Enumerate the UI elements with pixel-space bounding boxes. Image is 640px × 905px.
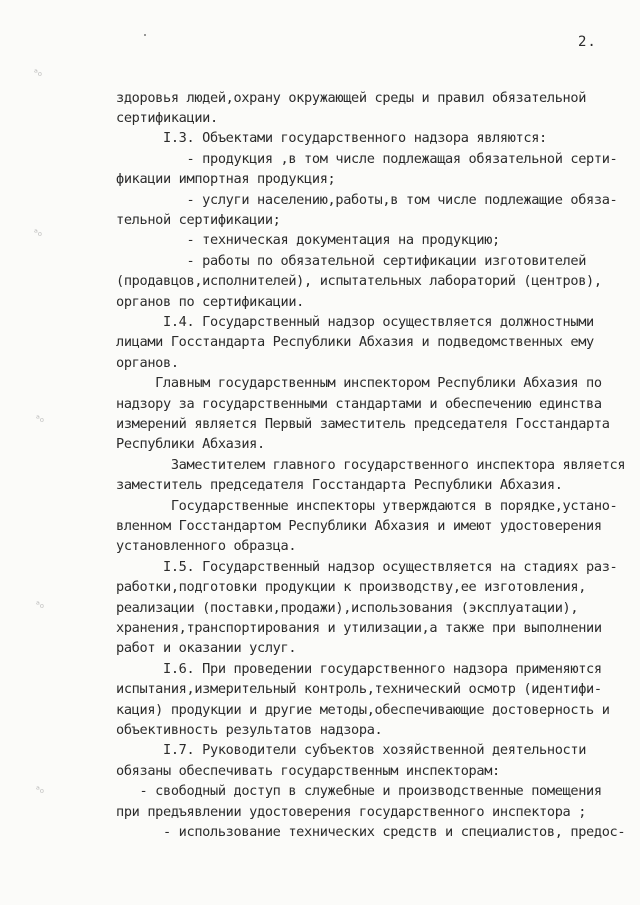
text-line: тельной сертификации;	[116, 212, 281, 228]
text-line: при предъявлении удостоверения государственного инспектора ;	[116, 804, 587, 820]
page-number: 2.	[578, 34, 597, 50]
text-line: здоровья людей,охрану окружающей среды и правил обязательной	[116, 90, 587, 106]
text-line: работки,подготовки продукции к производству,ее изготовления,	[116, 579, 587, 595]
text-line: - работы по обязательной сертификации изготовителей	[116, 253, 587, 269]
text-line: объективность результатов надзора.	[116, 722, 383, 738]
binding-mark: ᵃ₀	[34, 228, 42, 239]
text-line: Заместителем главного государственного инспектора является	[116, 457, 626, 473]
text-line: Главным государственным инспектором Республики Абхазия по	[116, 375, 602, 391]
text-line: измерений является Первый заместитель председателя Госстандарта	[116, 416, 610, 432]
text-line: испытания,измерительный контроль,технический осмотр (идентифи-	[116, 681, 602, 697]
text-line: установленного образца.	[116, 538, 297, 554]
text-line: I.5. Государственный надзор осуществляется на стадиях раз-	[116, 559, 618, 575]
text-line: кация) продукции и другие методы,обеспечивающие достоверность и	[116, 702, 610, 718]
text-line: - свободный доступ в служебные и производственные помещения	[116, 783, 602, 799]
binding-mark: ᵃ₀	[36, 785, 44, 796]
text-line: заместитель председателя Госстандарта Республики Абхазия.	[116, 477, 563, 493]
text-line: - использование технических средств и специалистов, предос-	[116, 824, 626, 840]
text-line: работ и оказании услуг.	[116, 640, 297, 656]
text-line: органов.	[116, 355, 179, 371]
text-line: сертификации.	[116, 110, 218, 126]
text-line: I.6. При проведении государственного надзора применяются	[116, 661, 602, 677]
text-line: обязаны обеспечивать государственным инспекторам:	[116, 763, 500, 779]
text-line: реализации (поставки,продажи),использования (эксплуатации),	[116, 600, 579, 616]
text-line: I.7. Руководители субъектов хозяйственной деятельности	[116, 742, 587, 758]
text-line: I.4. Государственный надзор осуществляется должностными	[116, 314, 594, 330]
text-line: Государственные инспекторы утверждаются в порядке,устано-	[116, 498, 618, 514]
text-line: (продавцов,исполнителей), испытательных лабораторий (центров),	[116, 273, 602, 289]
binding-mark: ᵃ₀	[36, 414, 44, 425]
text-line: - услуги населению,работы,в том числе подлежащие обяза-	[116, 192, 618, 208]
text-line: - техническая документация на продукцию;	[116, 232, 500, 248]
text-line: лицами Госстандарта Республики Абхазия и подведомственных ему	[116, 334, 594, 350]
text-line: хранения,транспортирования и утилизации,а также при выполнении	[116, 620, 602, 636]
scan-speck	[144, 34, 146, 36]
text-line: I.3. Объектами государственного надзора являются:	[116, 130, 547, 146]
text-line: фикации импортная продукция;	[116, 171, 336, 187]
text-line: Республики Абхазия.	[116, 436, 265, 452]
text-line: надзору за государственными стандартами и обеспечению единства	[116, 396, 602, 412]
binding-mark: ᵃ₀	[34, 68, 42, 79]
text-line: - продукция ,в том числе подлежащая обязательной серти-	[116, 151, 618, 167]
text-line: вленном Госстандартом Республики Абхазия и имеют удостоверения	[116, 518, 602, 534]
text-line: органов по сертификации.	[116, 294, 305, 310]
binding-mark: ᵃ₀	[36, 600, 44, 611]
